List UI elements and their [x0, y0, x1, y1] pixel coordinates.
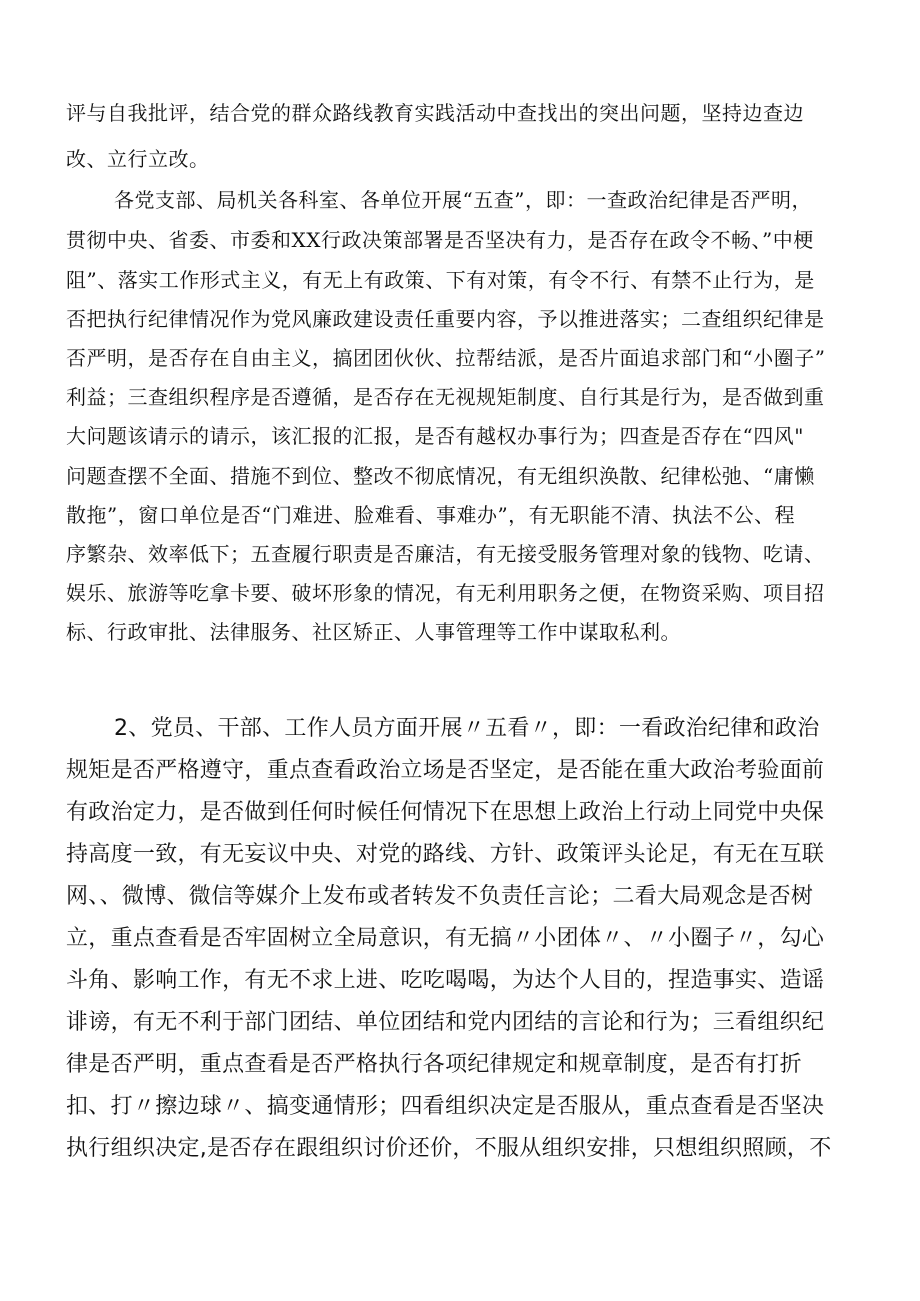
text-line: 贯彻中央、省委、市委和XX行政决策部署是否坚决有力，是否存在政令不畅、”中梗: [66, 228, 814, 252]
text-line: 评与自我批评，结合党的群众路线教育实践活动中查找出的突出问题，坚持边查边: [66, 101, 804, 125]
text-line: 网、、微博、微信等媒介上发布或者转发不负责任言论；二看大局观念是否树: [66, 884, 814, 909]
text-line: 各党支部、局机关各科室、各单位开展“五查”，即：一查政治纪律是否严明，: [114, 188, 812, 212]
text-line: 阻”、落实工作形式主义，有无上有政策、下有对策，有令不行、有禁不止行为，是: [66, 268, 815, 292]
text-line: 规矩是否严格遵守，重点查看政治立场是否坚定，是否能在重大政治考验面前: [66, 758, 825, 783]
text-line: 2、党员、干部、工作人员方面开展〃五看〃，即：一看政治纪律和政治: [114, 716, 820, 741]
text-line: 执行组织决定,是否存在跟组织讨价还价，不服从组织安排，只想组织照顾，不: [66, 1136, 832, 1161]
text-line: 斗角、影响工作，有无不求上进、吃吃喝喝，为达个人目的，捏造事实、造谣: [66, 968, 825, 993]
text-line: 扣、打〃擦边球〃、搞变通情形；四看组织决定是否服从，重点查看是否坚决: [66, 1094, 825, 1119]
text-line: 诽谤，有无不利于部门团结、单位团结和党内团结的言论和行为；三看组织纪: [66, 1010, 825, 1035]
text-line: 持高度一致，有无妄议中央、对党的路线、方针、政策评头论足，有无在互联: [66, 842, 825, 867]
text-line: 立，重点查看是否牢固树立全局意识，有无搞〃小团体〃、〃小圈子〃，勾心: [66, 926, 825, 951]
text-line: 否严明，是否存在自由主义，搞团团伙伙、拉帮结派，是否片面追求部门和“小圈子”: [66, 346, 826, 370]
text-line: 改、立行立改。: [66, 147, 210, 171]
text-line: 否把执行纪律情况作为党风廉政建设责任重要内容，予以推进落实；二查组织纪律是: [66, 307, 825, 331]
text-line: 大问题该请示的请示，该汇报的汇报，是否有越权办事行为；四查是否存在“四风": [66, 424, 804, 448]
text-line: 序繁杂、效率低下；五查履行职责是否廉洁，有无接受服务管理对象的钱物、吃请、: [66, 542, 825, 566]
text-line: 散拖”，窗口单位是否“门难进、脸难看、事难办”，有无职能不清、执法不公、程: [66, 503, 796, 527]
text-line: 问题查摆不全面、措施不到位、整改不彻底情况，有无组织涣散、纪律松弛、“庸懒: [66, 464, 815, 488]
text-line: 有政治定力，是否做到任何时候任何情况下在思想上政治上行动上同党中央保: [66, 800, 825, 825]
text-line: 娱乐、旅游等吃拿卡要、破坏形象的情况，有无利用职务之便，在物资采购、项目招: [66, 581, 825, 605]
text-line: 律是否严明，重点查看是否严格执行各项纪律规定和规章制度，是否有打折: [66, 1052, 802, 1077]
text-line: 利益；三查组织程序是否遵循，是否存在无视规矩制度、自行其是行为，是否做到重: [66, 385, 825, 409]
text-line: 标、行政审批、法律服务、社区矫正、人事管理等工作中谋取私利。: [66, 620, 681, 644]
